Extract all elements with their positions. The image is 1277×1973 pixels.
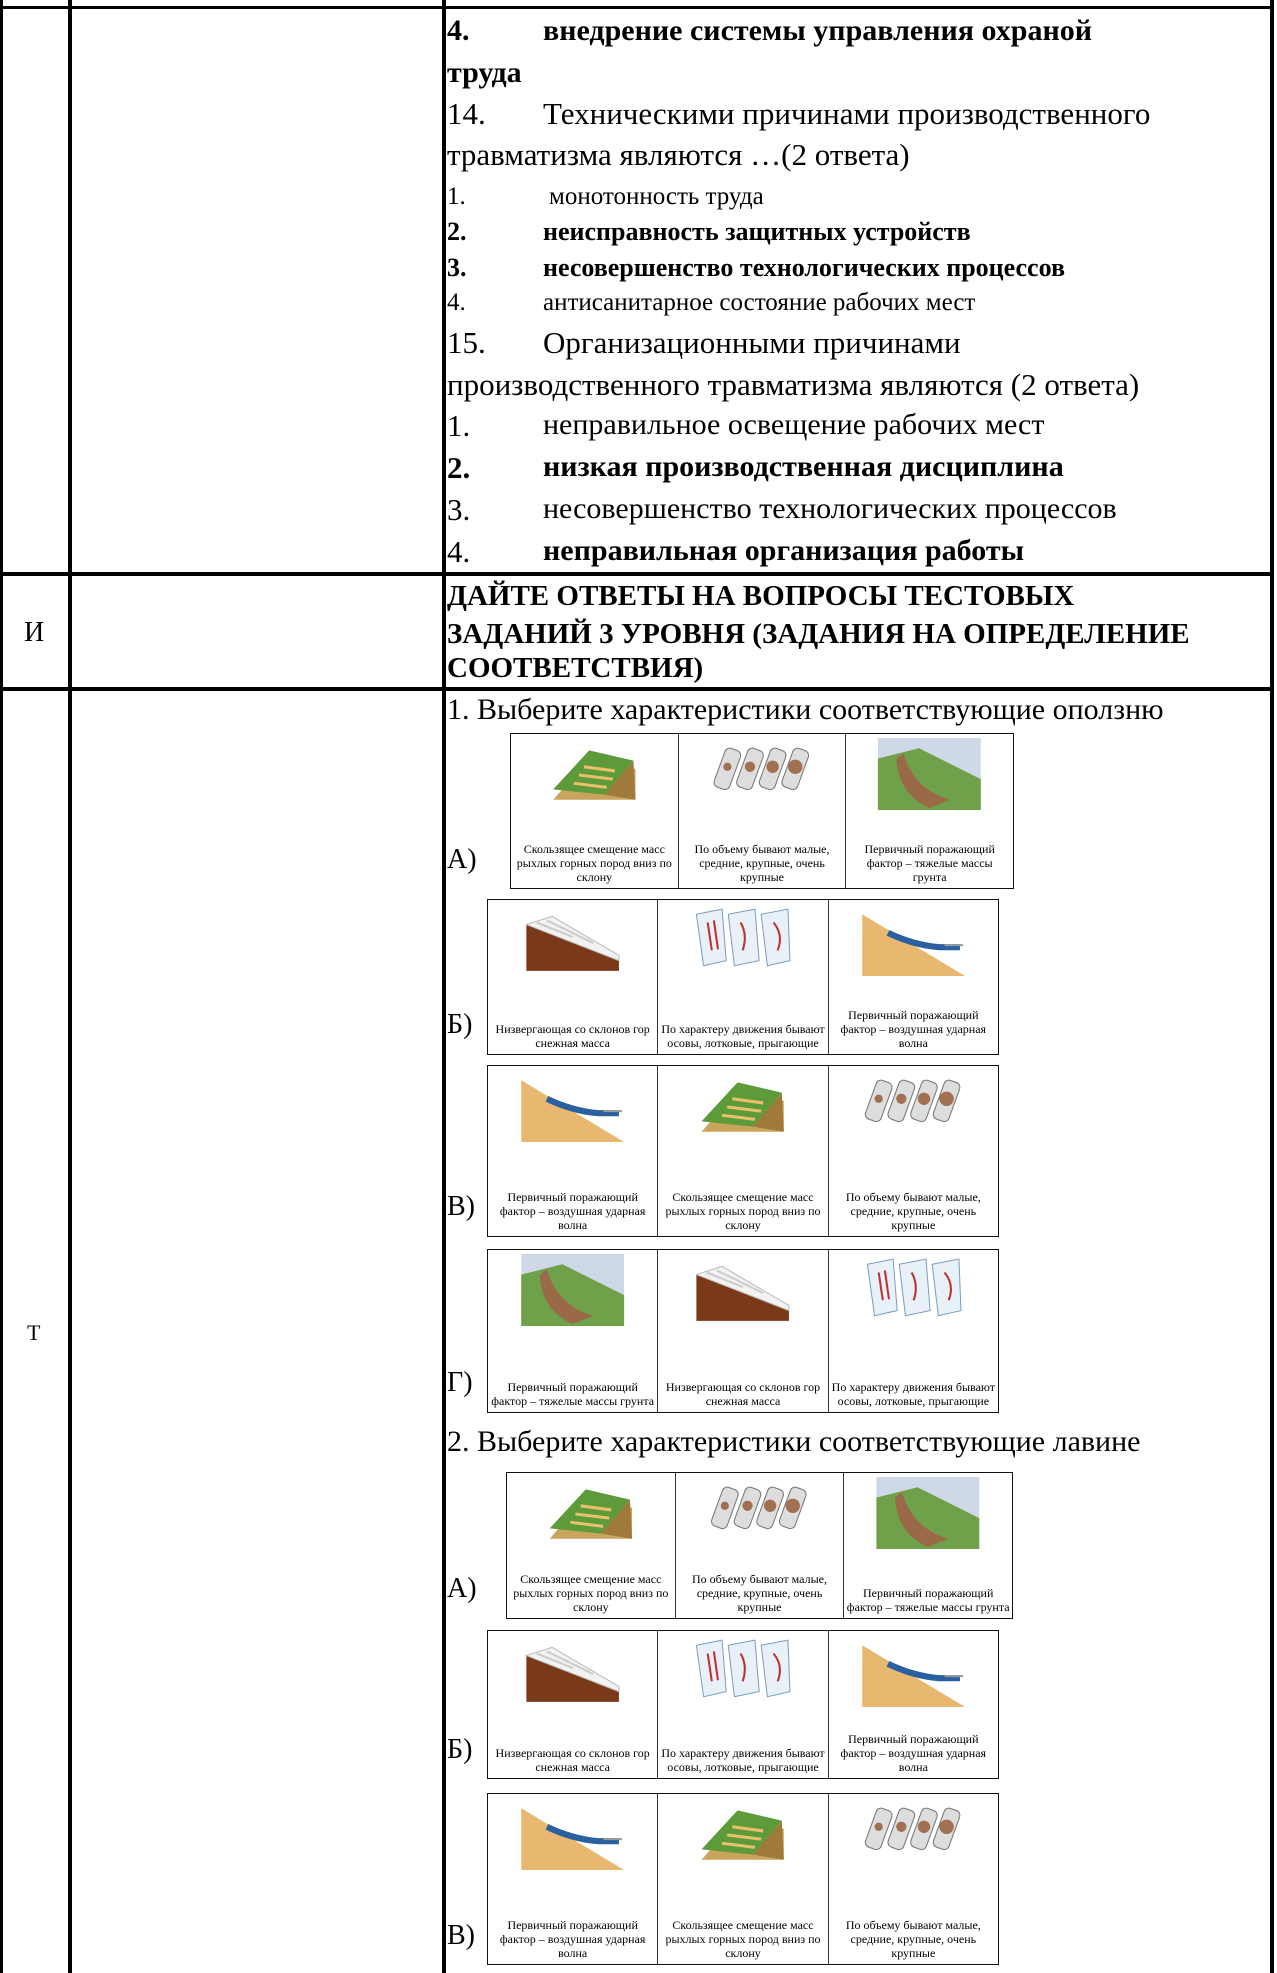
illustration-caption: По объему бывают малые, средние, крупные, очень крупные (845, 1918, 981, 1960)
row-label-i: И (24, 617, 45, 648)
row-label-t: Т (27, 1320, 41, 1345)
illustration-panel (829, 1794, 998, 1964)
slump-illustration (852, 738, 1007, 810)
column-divider-1 (68, 0, 72, 1973)
illustration-panel (507, 1473, 676, 1618)
illustration-panel (829, 1631, 998, 1778)
q14-option-num: 2. (447, 217, 467, 246)
illustration-panel (488, 1794, 658, 1964)
slabs-illustration (835, 1798, 992, 1870)
illustration-panel (829, 1066, 998, 1236)
illustration-panel (658, 1631, 828, 1778)
q15-option-text: неправильная организация работы (543, 534, 1025, 567)
illustration-caption: Низвергающая со склонов гор снежная масса (665, 1380, 821, 1408)
q15-option-text: неправильное освещение рабочих мест (543, 408, 1045, 441)
q14-option-num: 1. (447, 183, 466, 210)
answer-line-cont: труда (447, 56, 522, 89)
question-15-text: Организационными причинами (543, 325, 961, 360)
snowslides-illustration (835, 1254, 992, 1326)
illustration-panel (829, 1250, 998, 1412)
illustration-panel (488, 1631, 658, 1778)
option-letter[interactable]: Г) (447, 1367, 473, 1398)
slump-illustration (494, 1254, 651, 1326)
option-letter[interactable]: Б) (447, 1009, 473, 1040)
blast-illustration (835, 904, 992, 976)
illustration-caption: Скользящее смещение масс рыхлых горных пород вниз по склону (513, 1572, 669, 1614)
illustration-caption: По объему бывают малые, средние, крупные, очень крупные (694, 842, 830, 884)
blast-illustration (494, 1070, 651, 1142)
avalanche-illustration (494, 1635, 651, 1707)
section-header-line1: ДАЙТЕ ОТВЕТЫ НА ВОПРОСЫ ТЕСТОВЫХ (447, 580, 1075, 612)
snowslides-illustration (664, 904, 821, 976)
illustration-panel (658, 1066, 828, 1236)
question-14-text: Техническими причинами производственного (543, 96, 1151, 131)
slabs-illustration (682, 1477, 838, 1549)
section-header-line2: ЗАДАНИЙ 3 УРОВНЯ (ЗАДАНИЯ НА ОПРЕДЕЛЕНИЕ (447, 618, 1190, 650)
illustration-panel (511, 734, 679, 888)
illustration-caption: Скользящее смещение масс рыхлых горных пород вниз по склону (516, 842, 672, 884)
illustration-caption: Первичный поражающий фактор – тяжелые массы грунта (864, 842, 995, 884)
illustration-panel (488, 1250, 658, 1412)
illustration-caption: Скользящее смещение масс рыхлых горных пород вниз по склону (665, 1918, 821, 1960)
answer-line-num: 4. (447, 14, 470, 47)
option-image-strip (487, 1793, 999, 1965)
question-2-text: 2. Выберите характеристики соответствующие лавине (447, 1425, 1141, 1458)
illustration-panel (488, 1066, 658, 1236)
option-image-strip (487, 899, 999, 1055)
option-image-strip (487, 1630, 999, 1779)
column-divider-2 (442, 0, 446, 1973)
q15-option-num: 2. (447, 450, 471, 485)
option-letter[interactable]: Б) (447, 1734, 473, 1765)
option-letter[interactable]: В) (447, 1191, 475, 1222)
table-border-left (0, 0, 3, 1973)
row-divider-1 (0, 572, 1274, 576)
illustration-caption: Первичный поражающий фактор – воздушная ударная волна (840, 1732, 987, 1774)
question-14-cont: травматизма являются …(2 ответа) (447, 137, 910, 172)
option-image-strip (487, 1249, 999, 1413)
q15-option-num: 1. (447, 408, 471, 443)
illustration-caption: Низвергающая со склонов гор снежная масса (495, 1022, 650, 1050)
q14-option-text: несовершенство технологических процессов (543, 253, 1065, 282)
section-header-line3: СООТВЕТСТВИЯ) (447, 652, 704, 684)
option-image-strip (510, 733, 1014, 889)
illustration-caption: Низвергающая со склонов гор снежная масса (495, 1746, 650, 1774)
question-15-num: 15. (447, 325, 486, 360)
illustration-caption: Первичный поражающий фактор – воздушная ударная волна (499, 1190, 646, 1232)
illustration-panel (676, 1473, 845, 1618)
illustration-caption: Первичный поражающий фактор – воздушная ударная волна (499, 1918, 646, 1960)
illustration-caption: Первичный поражающий фактор – тяжелые массы грунта (846, 1586, 1010, 1614)
slump-illustration (850, 1477, 1006, 1549)
landslide-illustration (517, 738, 672, 810)
q15-option-text: низкая производственная дисциплина (543, 450, 1064, 483)
avalanche-illustration (664, 1254, 821, 1326)
landslide-illustration (513, 1477, 669, 1549)
illustration-caption: По объему бывают малые, средние, крупные, очень крупные (692, 1572, 827, 1614)
slabs-illustration (835, 1070, 992, 1142)
illustration-panel (846, 734, 1013, 888)
option-image-strip (487, 1065, 999, 1237)
row-divider-2 (0, 687, 1274, 691)
question-14-num: 14. (447, 96, 486, 131)
blast-illustration (835, 1635, 992, 1707)
option-letter[interactable]: А) (447, 844, 477, 875)
q15-option-num: 3. (447, 492, 471, 527)
illustration-panel (829, 900, 998, 1054)
illustration-caption: По характеру движения бывают осовы, лотковые, прыгающие (661, 1022, 825, 1050)
slabs-illustration (685, 738, 840, 810)
option-letter[interactable]: В) (447, 1920, 475, 1951)
option-image-strip (506, 1472, 1013, 1619)
snowslides-illustration (664, 1635, 821, 1707)
illustration-panel (488, 900, 658, 1054)
illustration-panel (679, 734, 847, 888)
q14-option-num: 4. (447, 289, 466, 316)
answer-line-text: внедрение системы управления охраной (543, 14, 1093, 47)
landslide-illustration (664, 1070, 821, 1142)
illustration-caption: Скользящее смещение масс рыхлых горных пород вниз по склону (665, 1190, 821, 1232)
illustration-caption: По объему бывают малые, средние, крупные, очень крупные (845, 1190, 981, 1232)
illustration-panel (658, 1250, 828, 1412)
q14-option-text: неисправность защитных устройств (543, 217, 971, 246)
illustration-caption: Первичный поражающий фактор – тяжелые массы грунта (491, 1380, 655, 1408)
illustration-panel (658, 900, 828, 1054)
q15-option-text: несовершенство технологических процессов (543, 492, 1117, 525)
illustration-caption: Первичный поражающий фактор – воздушная ударная волна (840, 1008, 987, 1050)
illustration-caption: По характеру движения бывают осовы, лотковые, прыгающие (831, 1380, 995, 1408)
illustration-panel (844, 1473, 1012, 1618)
option-letter[interactable]: А) (447, 1573, 477, 1604)
question-1-text: 1. Выберите характеристики соответствующие оползню (447, 693, 1164, 726)
illustration-caption: По характеру движения бывают осовы, лотковые, прыгающие (661, 1746, 825, 1774)
table-border-right (1270, 0, 1274, 1973)
q14-option-text: антисанитарное состояние рабочих мест (543, 289, 976, 316)
table-border-top (0, 6, 1274, 9)
illustration-panel (658, 1794, 828, 1964)
question-15-cont: производственного травматизма являются (2 ответа) (447, 367, 1140, 402)
landslide-illustration (664, 1798, 821, 1870)
q14-option-text: монотонность труда (549, 183, 764, 210)
q15-option-num: 4. (447, 534, 471, 569)
avalanche-illustration (494, 904, 651, 976)
q14-option-num: 3. (447, 253, 467, 282)
blast-illustration (494, 1798, 651, 1870)
